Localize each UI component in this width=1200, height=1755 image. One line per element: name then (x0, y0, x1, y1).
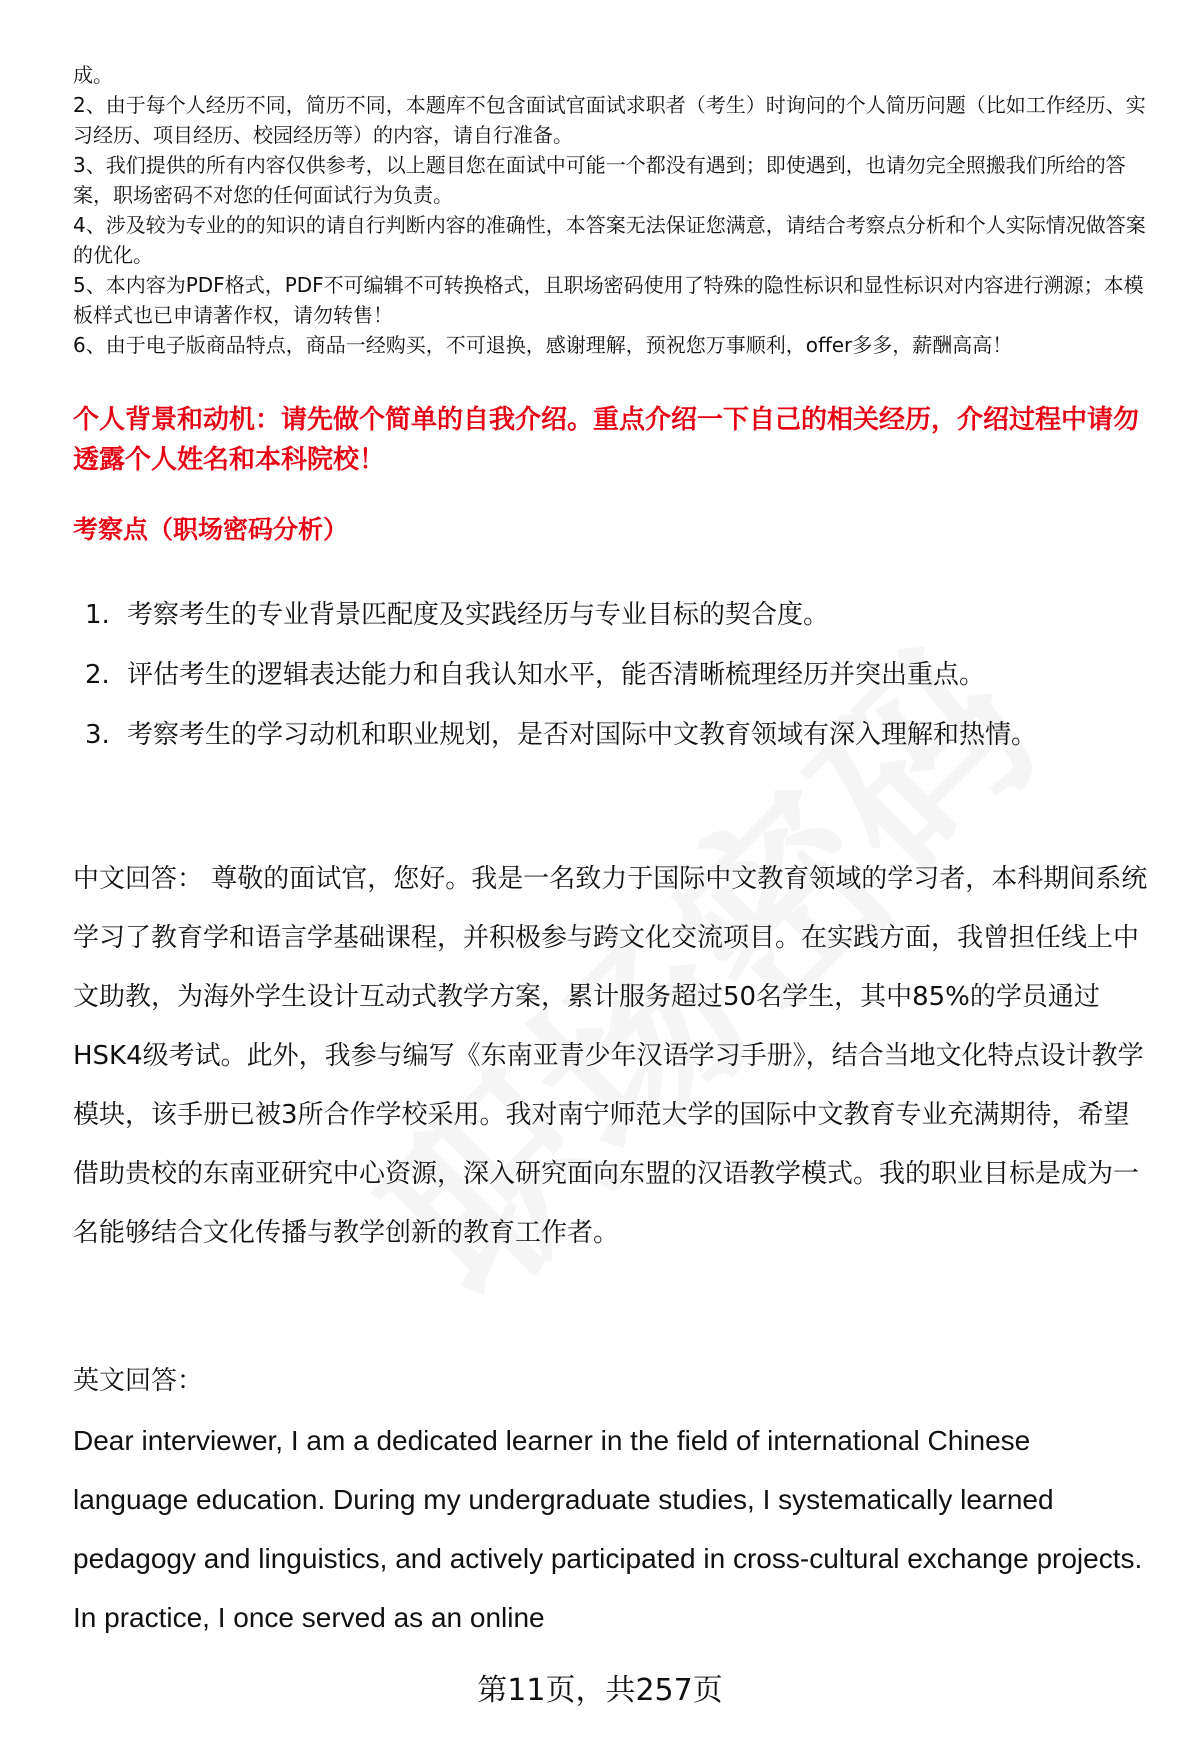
key-points-list (85, 585, 1150, 765)
key-points-title: 考察点（职场密码分析） (73, 515, 349, 544)
list-item (85, 705, 1150, 765)
english-answer-label: 英文回答： (73, 1366, 204, 1396)
item-text: 评估考生的逻辑表达能力和自我认知水平，能否清晰梳理经历并突出重点。 (127, 660, 986, 690)
note: 成。 (73, 63, 113, 87)
item-number: 1. (85, 600, 110, 630)
chinese-answer: 中文回答： 尊敬的面试官，您好。我是一名致力于国际中文教育领域的学习者，本科期间系统学习了教育学和语言学基础课程，并积极参与跨文化交流项目。在实践方面，我曾担任线上中文助教，为海外学生设计互动式教学方案，累计服务超过50名学生，其中85%的学员通过HSK4级考试。此外，我参与编写《东南亚青少年汉语学习手册》，结合当地文化特点设计教学模块，该手册已被3所合作学校采用。我对南宁师范大学的国际中文教育专业充满期待，希望借助贵校的东南亚研究中心资源，深入研究面向东盟的汉语教学模式。我的职业目标是成为一名能够结合文化传播与教学创新的教育工作者。 (73, 864, 1148, 1248)
list-item (85, 645, 1150, 705)
page-number: 第11页，共257页 (477, 1673, 723, 1708)
item-number: 2. (85, 660, 110, 690)
english-answer: Dear interviewer, I am a dedicated learner in the field of international Chinese language education. During my undergraduate studies, I systematically learned pedagogy and linguistics, and actively participated in cross-cultural exchange projects. In practice, I once served as an online (73, 1425, 1143, 1633)
note: 3、我们提供的所有内容仅供参考，以上题目您在面试中可能一个都没有遇到；即使遇到，也请勿完全照搬我们所给的答案，职场密码不对您的任何面试行为负责。 (73, 153, 1126, 207)
disclaimer-notes (73, 60, 1150, 360)
note: 2、由于每个人经历不同，简历不同，本题库不包含面试官面试求职者（考生）时询问的个人简历问题（比如工作经历、实习经历、项目经历、校园经历等）的内容，请自行准备。 (73, 93, 1146, 147)
note: 6、由于电子版商品特点，商品一经购买，不可退换，感谢理解，预祝您万事顺利，offer多多，薪酬高高！ (73, 333, 1013, 357)
item-text: 考察考生的学习动机和职业规划，是否对国际中文教育领域有深入理解和热情。 (127, 720, 1038, 750)
question-heading: 个人背景和动机：请先做个简单的自我介绍。重点介绍一下自己的相关经历，介绍过程中请勿透露个人姓名和本科院校！ (73, 405, 1140, 475)
item-text: 考察考生的专业背景匹配度及实践经历与专业目标的契合度。 (127, 600, 830, 630)
item-number: 3. (85, 720, 110, 750)
note: 4、涉及较为专业的的知识的请自行判断内容的准确性，本答案无法保证您满意，请结合考察点分析和个人实际情况做答案的优化。 (73, 213, 1146, 267)
note: 5、本内容为PDF格式，PDF不可编辑不可转换格式，且职场密码使用了特殊的隐性标识和显性标识对内容进行溯源；本模板样式也已申请著作权，请勿转售！ (73, 273, 1144, 327)
list-item (85, 585, 1150, 645)
